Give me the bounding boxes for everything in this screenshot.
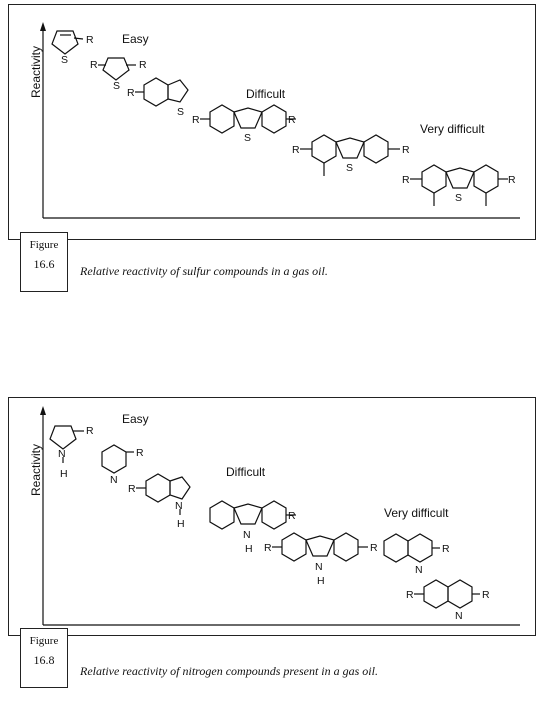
substituent-label: R (406, 589, 414, 601)
substituent-label: R (482, 589, 490, 601)
sulfur-label: S (177, 106, 185, 118)
very-difficult-label: Very difficult (384, 506, 449, 520)
hydrogen-label: H (245, 543, 253, 555)
substituent-label: R (508, 174, 516, 186)
very-difficult-label: Very difficult (420, 122, 485, 136)
pyrrole-molecule (50, 426, 84, 463)
nitrogen-label: N (58, 448, 66, 460)
figure-caption: Relative reactivity of nitrogen compounds present in a gas oil. (80, 664, 378, 678)
reactivity-axis-label: Reactivity (29, 45, 43, 98)
figure-caption: Relative reactivity of sulfur compounds in a gas oil. (80, 264, 328, 278)
hydrogen-label: H (317, 575, 325, 587)
substituent-label: R (442, 543, 450, 555)
figure-number: 16.6 (33, 257, 55, 271)
sulfur-label: S (61, 54, 69, 66)
substituent-label: R (264, 542, 272, 554)
figure-16-8-diagram (0, 397, 544, 642)
sulfur-label: S (346, 162, 354, 174)
y-axis-arrow-icon (40, 406, 46, 415)
figure-word: Figure (29, 635, 59, 647)
dibenzothiophene-molecule (200, 105, 296, 133)
easy-label: Easy (122, 412, 149, 426)
substituent-label: R (86, 425, 94, 437)
reactivity-axis-label: Reactivity (29, 443, 43, 496)
difficult-label: Difficult (226, 465, 266, 479)
substituent-label: R (139, 59, 147, 71)
hydrogen-label: H (60, 468, 68, 480)
substituent-label: R (127, 87, 135, 99)
nitrogen-label: N (455, 610, 463, 622)
nitrogen-label: N (175, 500, 183, 512)
sulfur-label: S (113, 80, 121, 92)
nitrogen-label: N (415, 564, 423, 576)
thiophene-molecule (52, 31, 83, 54)
easy-label: Easy (122, 32, 149, 46)
difficult-label: Difficult (246, 87, 286, 101)
substituent-label: R (288, 114, 296, 126)
substituent-label: R (370, 542, 378, 554)
figure-number: 16.8 (33, 653, 55, 667)
quinoline-molecule (384, 534, 440, 562)
substituent-label: R (288, 510, 296, 522)
dialkylthiophene-molecule (98, 58, 136, 80)
sulfur-label: S (244, 132, 252, 144)
pyridine-molecule (102, 445, 134, 473)
carbazole-molecule (210, 501, 296, 529)
benzothiophene-molecule (135, 78, 188, 106)
substituent-label: R (128, 483, 136, 495)
substituent-label: R (136, 447, 144, 459)
substituent-label: R (402, 144, 410, 156)
substituent-label: R (192, 114, 200, 126)
nitrogen-label: N (110, 474, 118, 486)
figure-word: Figure (29, 239, 59, 251)
substituent-label: R (86, 34, 94, 46)
sulfur-label: S (455, 192, 463, 204)
nitrogen-label: N (315, 561, 323, 573)
y-axis-arrow-icon (40, 22, 46, 31)
substituent-label: R (292, 144, 300, 156)
nitrogen-label: N (243, 529, 251, 541)
figure-number-box (20, 628, 68, 688)
substituent-label: R (402, 174, 410, 186)
substituent-label: R (90, 59, 98, 71)
figure-number-box (20, 232, 68, 292)
dialkyl-carbazole-molecule (272, 533, 368, 561)
dialkyl-quinoline-molecule (414, 580, 480, 608)
hydrogen-label: H (177, 518, 185, 530)
